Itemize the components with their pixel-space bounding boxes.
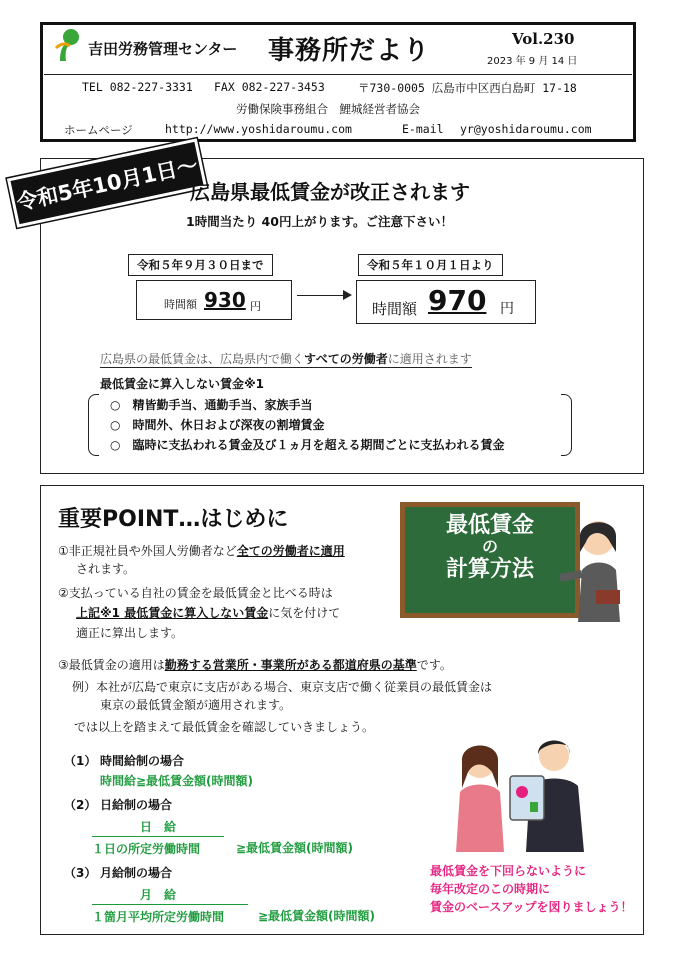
after-prefix: 時間額 xyxy=(372,300,418,318)
exclude-list xyxy=(88,394,572,456)
right-bracket xyxy=(561,394,572,456)
fraction-numerator: 月 給 xyxy=(140,888,177,902)
point-2-cont: 上記※1 最低賃金に算入しない賃金に気を付けて xyxy=(76,606,341,620)
fraction-numerator: 日 給 xyxy=(140,820,177,834)
case-title: 月給制の場合 xyxy=(100,866,173,880)
change-arrow xyxy=(297,295,347,296)
before-prefix: 時間額 xyxy=(164,298,197,311)
before-date-label: 令和５年９月３０日まで xyxy=(128,254,273,276)
chalkboard xyxy=(400,502,580,618)
associations: 労働保険事務組合 鯉城経営者協会 xyxy=(236,102,420,116)
company-logo-icon xyxy=(54,28,84,62)
teacher-illustration-icon xyxy=(560,512,636,622)
point-3: ③最低賃金の適用は勤務する営業所・事業所がある都道府県の基準です。 xyxy=(58,658,452,672)
before-wage-value: 930 xyxy=(204,288,246,312)
header-divider xyxy=(44,74,632,75)
closing-line: 賃金のベースアップを図りましょう！ xyxy=(430,900,633,914)
arrow-head-icon xyxy=(343,290,352,300)
board-line: の xyxy=(481,537,498,557)
example-line-3: では以上を踏まえて最低賃金を確認していきましょう。 xyxy=(74,720,375,734)
exclude-title: 最低賃金に算入しない賃金※1 xyxy=(100,377,265,391)
homepage-link[interactable]: http://www.yoshidaroumu.com xyxy=(165,122,352,136)
section1-subtitle: 1時間当たり 40円上がります。ご注意下さい！ xyxy=(186,214,453,229)
issue-date: 2023 年 9 月 14 日 xyxy=(487,56,578,67)
after-wage-value: 970 xyxy=(428,284,487,317)
homepage-label: ホームページ xyxy=(64,123,133,137)
volume-number: Vol.230 xyxy=(512,30,575,48)
case-formula: 時間給≧最低賃金額(時間額) xyxy=(100,774,254,788)
point-2: ②支払っている自社の賃金を最低賃金と比べる時は xyxy=(58,586,333,600)
case-rhs: ≧最低賃金額(時間額) xyxy=(236,841,354,855)
after-unit: 円 xyxy=(500,301,514,317)
left-bracket xyxy=(88,394,99,456)
case-title: 日給制の場合 xyxy=(100,798,173,812)
address: 〒730-0005 広島市中区西白島町 17-18 xyxy=(358,81,577,95)
point-1: ①非正規社員や外国人労働者など全ての労働者に適用 xyxy=(58,544,345,558)
org-name: 吉田労務管理センター xyxy=(88,40,238,58)
fraction-denominator: １箇月平均所定労働時間 xyxy=(92,904,248,925)
tel: TEL 082-227-3331 xyxy=(82,80,193,94)
effective-date-badge: 令和5年10月1日〜 xyxy=(7,138,207,227)
after-date-label: 令和５年１０月１日より xyxy=(358,254,503,276)
example-line-2: 東京の最低賃金額が適用されます。 xyxy=(100,698,292,712)
email-label: E-mail xyxy=(402,122,444,136)
section1-title: 広島県最低賃金が改正されます xyxy=(190,180,470,204)
point-1-cont: されます。 xyxy=(76,562,136,576)
closing-line: 毎年改定のこの時期に xyxy=(430,882,551,896)
email-link[interactable]: yr@yoshidaroumu.com xyxy=(460,122,592,136)
fax: FAX 082-227-3453 xyxy=(214,80,325,94)
exclude-item: ○ 時間外、休日および深夜の割増賃金 xyxy=(110,418,325,432)
fraction-denominator: １日の所定労働時間 xyxy=(92,836,224,857)
before-unit: 円 xyxy=(250,300,261,313)
closing-message xyxy=(430,862,633,916)
section2-title: 重要POINT…はじめに xyxy=(58,507,289,532)
case-rhs: ≧最低賃金額(時間額) xyxy=(258,909,376,923)
board-line: 最低賃金 xyxy=(445,513,534,538)
closing-line: 最低賃金を下回らないように xyxy=(430,864,587,878)
case-title: 時間給制の場合 xyxy=(100,754,185,768)
example-line-1: 例）本社が広島で東京に支店がある場合、東京支店で働く従業員の最低賃金は xyxy=(72,680,493,694)
newsletter-title: 事務所だより xyxy=(268,36,431,66)
exclude-item: ○ 臨時に支払われる賃金及び１ヵ月を超える期間ごとに支払われる賃金 xyxy=(110,438,505,452)
case-number: （2） xyxy=(64,798,97,812)
case-number: （1） xyxy=(64,754,97,768)
case-number: （3） xyxy=(64,866,97,880)
consultation-illustration-icon xyxy=(444,732,596,852)
point-2-end: 適正に算出します。 xyxy=(76,626,184,640)
board-line: 計算方法 xyxy=(445,556,534,582)
coverage-note: 広島県の最低賃金は、広島県内で働くすべての労働者に適用されます xyxy=(100,352,472,366)
exclude-item: ○ 精皆勤手当、通勤手当、家族手当 xyxy=(110,398,313,412)
